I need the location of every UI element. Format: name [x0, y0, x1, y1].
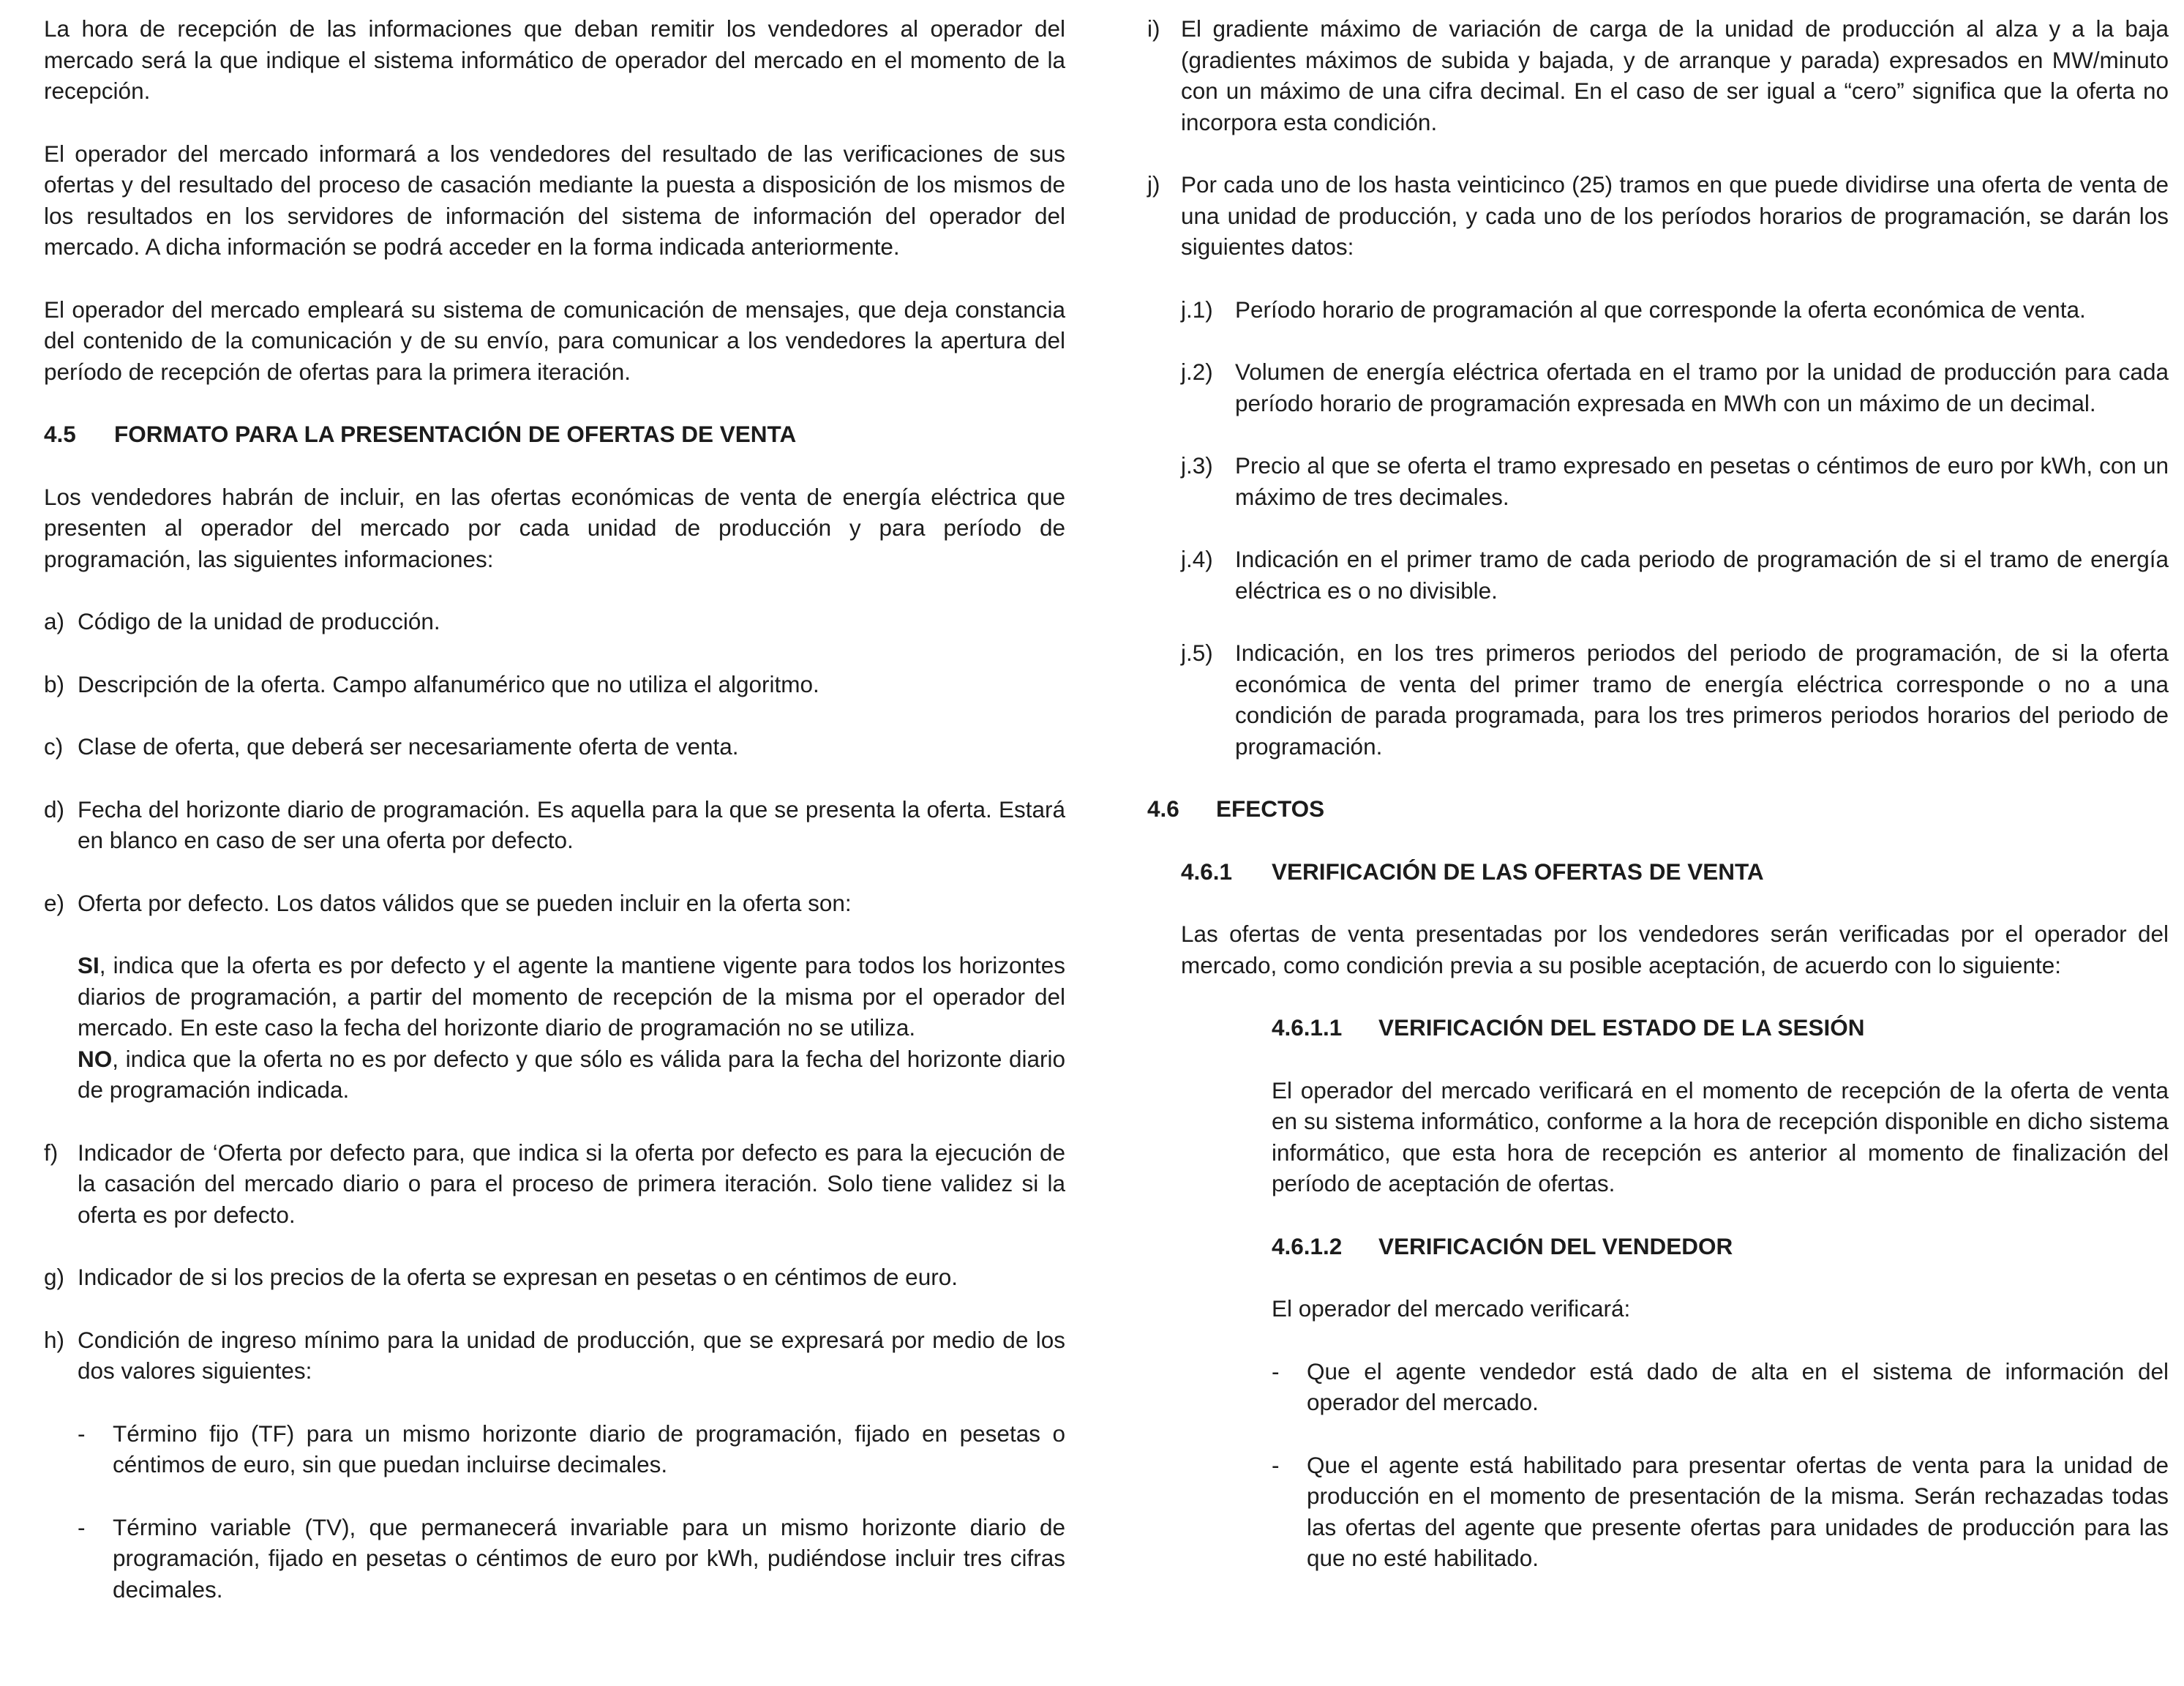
paragraph: El operador del mercado verificará en el momento de recepción de la oferta de venta en su sistema informático, conforme a la hora de recepción disponible en dicho sistema informático, que esta hora de recepción es anterior al momento de finalización del período de aceptación de ofertas.: [1272, 1076, 2169, 1196]
list-marker: j): [1147, 171, 1160, 198]
list-item: [44, 1137, 1065, 1231]
dash-marker: -: [78, 1420, 86, 1447]
section-title: FORMATO PARA LA PRESENTACIÓN DE OFERTAS DE VENTA: [114, 421, 797, 447]
section-number: 4.6: [1147, 795, 1179, 822]
list-marker: b): [44, 670, 65, 697]
list-marker: e): [44, 889, 65, 916]
list-item: [44, 606, 1065, 637]
dash-marker: -: [1272, 1451, 1280, 1478]
default-offer-options: [44, 950, 1065, 1106]
list-text: Oferta por defecto. Los datos válidos que se pueden incluir en la oferta son:: [78, 889, 852, 916]
paragraph: La hora de recepción de las informaciones que deban remitir los vendedores al operador del mercado será la que indique el sistema informático de operador del mercado en el momento de la recepción.: [44, 15, 1065, 104]
section-heading-4-5: [44, 419, 1065, 450]
list-item: [44, 1325, 1065, 1387]
sub-text: Indicación, en los tres primeros periodos del periodo de programación, de si la oferta económica de venta del primer tramo de energía eléctrica corresponde o no a una condición de parada programada, para los tres primeros periodos horarios del periodo de programación.: [1235, 640, 2169, 760]
section-number: 4.5: [44, 421, 76, 447]
list-text: El gradiente máximo de variación de carga de la unidad de producción al alza y a la baja (gradientes máximos de subida y bajada, y de arranque y parada) expresados en MW/minuto con un máximo de una cifra decimal. En el caso de ser igual a “cero” significa que la oferta no incorpora esta condición.: [1181, 15, 2169, 135]
keyword-no: NO: [78, 1045, 113, 1072]
paragraph: El operador del mercado verificará:: [1272, 1295, 1631, 1322]
sub-text: Precio al que se oferta el tramo expresado en pesetas o céntimos de euro por kWh, con un máximo de tres decimales.: [1235, 452, 2169, 510]
section-heading-4-6-1-2: [1272, 1231, 2169, 1262]
list-text: Descripción de la oferta. Campo alfanumérico que no utiliza el algoritmo.: [78, 670, 819, 697]
paragraph: Las ofertas de venta presentadas por los vendedores serán verificadas por el operador del mercado, como condición previa a su posible aceptación, de acuerdo con lo siguiente:: [1181, 921, 2169, 978]
option-si: [78, 950, 1065, 1044]
section-number: 4.6.1: [1181, 858, 1233, 885]
list-item: [1147, 13, 2169, 138]
list-marker: a): [44, 608, 65, 634]
left-column: [44, 13, 1065, 1605]
paragraph: El operador del mercado empleará su sistema de comunicación de mensajes, que deja constancia del contenido de la comunicación y de su envío, para comunicar a los vendedores la apertura del período de recepción de ofertas para la primera iteración.: [44, 296, 1065, 385]
dash-text: Que el agente vendedor está dado de alta en el sistema de información del operador del mercado.: [1307, 1357, 2169, 1415]
sub-marker: j.3): [1181, 452, 1213, 479]
right-column: [1147, 13, 2169, 1574]
section-number: 4.6.1.1: [1272, 1014, 1343, 1041]
dash-text: Que el agente está habilitado para presentar ofertas de venta para la unidad de producción en el momento de presentación de la misma. Serán rechazadas todas las ofertas del agente que presente ofertas para unidades de producción para las que no esté habilitado.: [1307, 1451, 2169, 1571]
sub-item: [1181, 294, 2169, 326]
list-text: Por cada uno de los hasta veinticinco (25) tramos en que puede dividirse una oferta de venta de una unidad de producción, y cada uno de los períodos horarios de programación, se darán los siguientes datos:: [1181, 171, 2169, 260]
dash-marker: -: [78, 1513, 86, 1540]
list-item: [44, 794, 1065, 856]
section-title: VERIFICACIÓN DE LAS OFERTAS DE VENTA: [1272, 858, 1764, 885]
option-no-text: , indica que la oferta no es por defecto y que sólo es válida para la fecha del horizonte diario de programación indicada.: [78, 1045, 1065, 1103]
tramo-data-list: [1147, 294, 2169, 763]
section-heading-4-6-1-1: [1272, 1012, 2169, 1044]
sub-item: [1181, 544, 2169, 606]
subsection-block: [1147, 1012, 2169, 1574]
dash-item: [78, 1512, 1065, 1606]
sub-marker: j.2): [1181, 359, 1213, 385]
dash-item: [1272, 1450, 2169, 1574]
list-marker: f): [44, 1139, 59, 1166]
section-title: VERIFICACIÓN DEL VENDEDOR: [1378, 1232, 1733, 1259]
section-title: VERIFICACIÓN DEL ESTADO DE LA SESIÓN: [1378, 1014, 1865, 1041]
sub-text: Indicación en el primer tramo de cada periodo de programación de si el tramo de energía eléctrica es o no divisible.: [1235, 546, 2169, 604]
list-text: Clase de oferta, que deberá ser necesariamente oferta de venta.: [78, 733, 739, 760]
sub-marker: j.4): [1181, 546, 1213, 572]
section-number: 4.6.1.2: [1272, 1232, 1343, 1259]
paragraph: El operador del mercado informará a los vendedores del resultado de las verificaciones de sus ofertas y del resultado del proceso de casación mediante la puesta a disposición de los mismos de los resultados en los servidores de información del sistema de información del operador del mercado. A dicha información se podrá acceder en la forma indicada anteriormente.: [44, 140, 1065, 260]
list-item: [44, 731, 1065, 763]
list-marker: i): [1147, 15, 1160, 42]
section-heading-4-6-1: [1147, 856, 2169, 888]
list-text: Código de la unidad de producción.: [78, 608, 440, 634]
condition-terms: [44, 1418, 1065, 1606]
list-item: [44, 669, 1065, 700]
dash-text: Término variable (TV), que permanecerá invariable para un mismo horizonte diario de programación, fijado en pesetas o céntimos de euro por kWh, pudiéndose incluir tres cifras decimales.: [113, 1513, 1065, 1603]
dash-item: [1272, 1356, 2169, 1418]
list-marker: h): [44, 1326, 65, 1353]
paragraph: Los vendedores habrán de incluir, en las ofertas económicas de venta de energía eléctrica que presenten al operador del mercado por cada unidad de producción y para período de programación, las siguientes informaciones:: [44, 483, 1065, 572]
sub-marker: j.1): [1181, 296, 1213, 323]
list-marker: d): [44, 795, 65, 823]
list-marker: g): [44, 1264, 65, 1290]
keyword-si: SI: [78, 952, 100, 978]
sub-item: [1181, 637, 2169, 762]
dash-item: [78, 1418, 1065, 1480]
list-marker: c): [44, 733, 64, 760]
sub-item: [1181, 450, 2169, 512]
option-no: [78, 1044, 1065, 1106]
list-item: [1147, 169, 2169, 263]
dash-marker: -: [1272, 1357, 1280, 1385]
section-title: EFECTOS: [1216, 795, 1325, 822]
list-text: Indicador de si los precios de la oferta se expresan en pesetas o en céntimos de euro.: [78, 1264, 958, 1290]
sub-marker: j.5): [1181, 640, 1213, 666]
section-heading-4-6: [1147, 793, 2169, 825]
list-text: Indicador de ‘Oferta por defecto para, que indica si la oferta por defecto es para la ejecución de la casación del mercado diario o para el proceso de primera iteración. Solo tiene validez si la oferta es por defecto.: [78, 1139, 1065, 1228]
list-item: [44, 1262, 1065, 1293]
sub-text: Período horario de programación al que corresponde la oferta económica de venta.: [1235, 296, 2086, 323]
list-text: Condición de ingreso mínimo para la unidad de producción, que se expresará por medio de los dos valores siguientes:: [78, 1326, 1065, 1384]
sub-item: [1181, 356, 2169, 419]
list-item: [44, 888, 1065, 919]
list-text: Fecha del horizonte diario de programación. Es aquella para la que se presenta la oferta. Estará en blanco en caso de ser una oferta por defecto.: [78, 795, 1065, 853]
dash-text: Término fijo (TF) para un mismo horizonte diario de programación, fijado en pesetas o céntimos de euro, sin que puedan incluirse decimales.: [113, 1420, 1065, 1477]
sub-text: Volumen de energía eléctrica ofertada en el tramo por la unidad de producción para cada período horario de programación expresada en MWh con un máximo de un decimal.: [1235, 359, 2169, 416]
option-si-text: , indica que la oferta es por defecto y el agente la mantiene vigente para todos los horizontes diarios de programación, a partir del momento de recepción de la misma por el operador del mercado. En este caso la fecha del horizonte diario de programación no se utiliza.: [78, 952, 1065, 1041]
